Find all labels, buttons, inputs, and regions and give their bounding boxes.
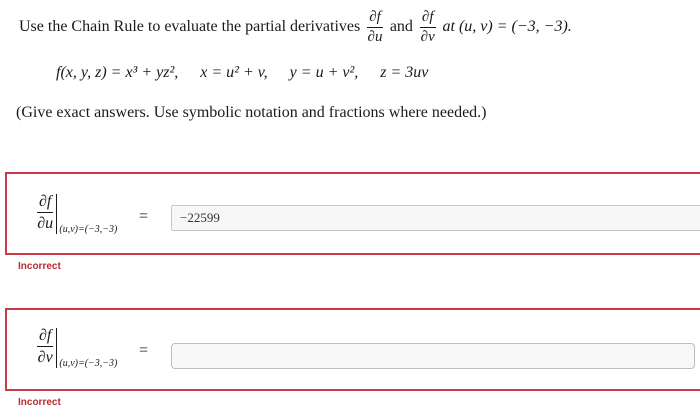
partial-f-u-fraction: [37, 194, 53, 232]
partial-derivative-label: [37, 194, 117, 235]
answer-box-df-dv: [5, 308, 700, 391]
fraction-denominator: ∂u: [367, 28, 383, 45]
evaluation-bar: [56, 328, 57, 368]
answer-input-df-dv[interactable]: [171, 343, 695, 369]
fraction-numerator: ∂f: [420, 10, 436, 28]
evaluation-bar: [56, 194, 57, 234]
question-intro: Use the Chain Rule to evaluate the partial derivatives: [19, 18, 361, 35]
equals-sign: =: [139, 342, 149, 359]
equals-sign: =: [139, 208, 149, 225]
instruction-text: (Give exact answers. Use symbolic notation and fractions where needed.): [16, 104, 487, 121]
equation-z: z = 3uv: [380, 64, 429, 81]
answer-box-df-du: [5, 172, 700, 255]
equation-x: x = u² + v,: [200, 64, 268, 81]
fraction-denominator: ∂v: [420, 28, 435, 45]
evaluation-subscript: (u,v)=(−3,−3): [59, 224, 118, 235]
partial-f-v-fraction: [37, 328, 53, 366]
fraction-denominator: ∂v: [37, 349, 53, 366]
function-definitions: [56, 64, 446, 82]
answer-input-df-du[interactable]: −22599: [171, 205, 700, 231]
question-prompt: [16, 6, 696, 48]
equation-y: y = u + v²,: [289, 64, 359, 81]
fraction-denominator: ∂u: [37, 215, 54, 232]
fraction-numerator: ∂f: [367, 10, 383, 28]
fraction-numerator: ∂f: [37, 194, 53, 213]
status-incorrect: Incorrect: [18, 397, 61, 408]
fraction-numerator: ∂f: [37, 328, 53, 347]
evaluation-subscript: (u,v)=(−3,−3): [59, 358, 118, 369]
partial-derivative-label: [37, 328, 117, 369]
and-word: and: [389, 18, 413, 35]
partial-f-u-fraction: [367, 10, 383, 45]
partial-f-v-fraction: [420, 10, 436, 45]
evaluation-point: at (u, v) = (−3, −3).: [442, 18, 572, 35]
status-incorrect: Incorrect: [18, 261, 61, 272]
question-line: [16, 6, 696, 48]
equation-f: f(x, y, z) = x³ + yz²,: [56, 64, 179, 81]
